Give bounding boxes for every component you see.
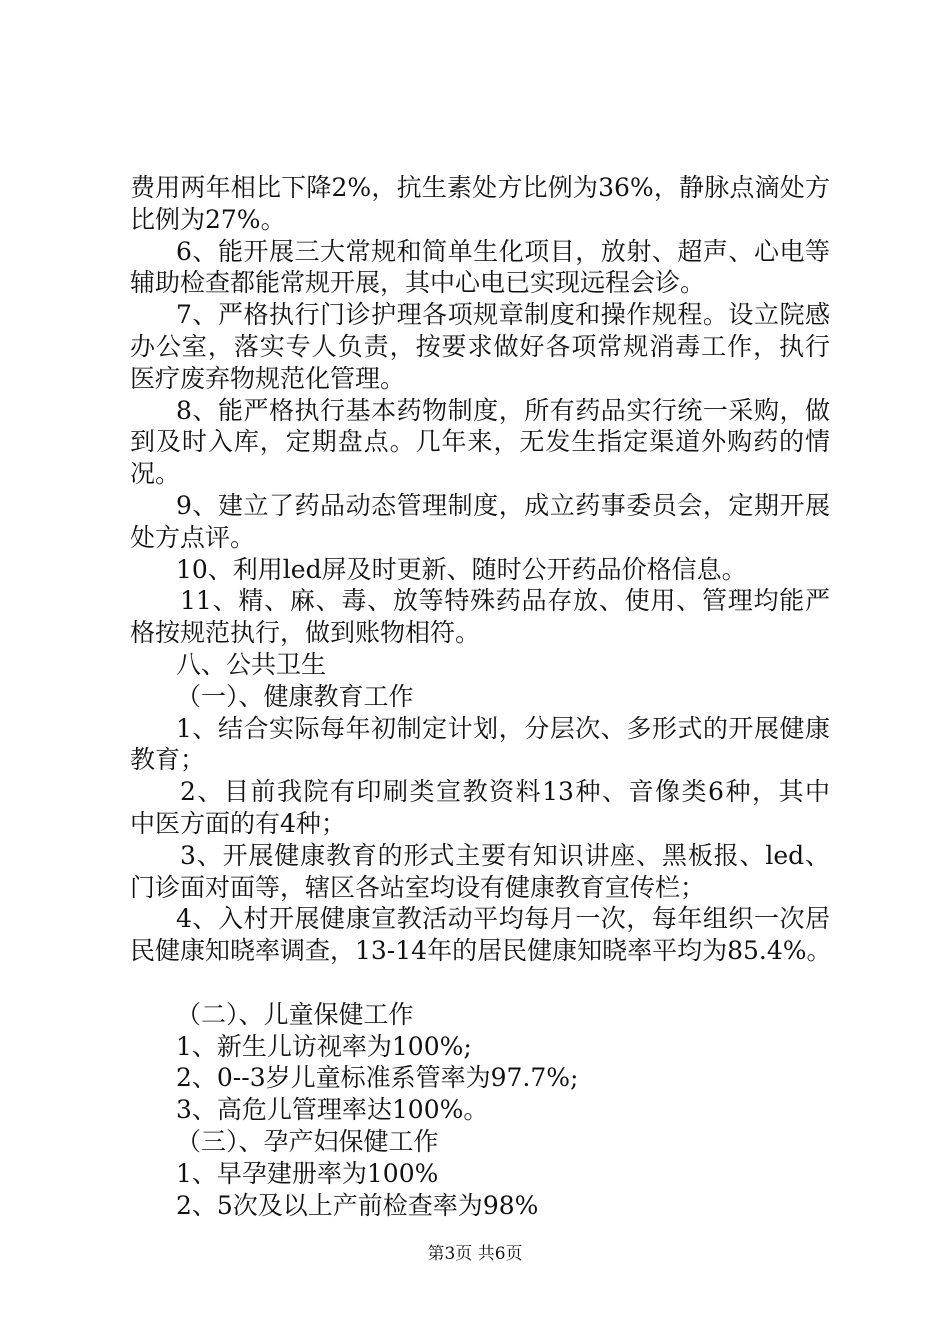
subsection-heading: （一）、健康教育工作 (176, 681, 414, 711)
text-line: 6、能开展三大常规和简单生化项目，放射、超声、心电等 (176, 236, 830, 266)
text-line: 处方点评。 (130, 522, 256, 552)
text-line: 民健康知晓率调查，13-14年的居民健康知晓率平均为85.4%。 (130, 936, 832, 966)
text-line: 教育； (130, 745, 206, 775)
text-line: 格按规范执行，做到账物相符。 (130, 618, 481, 648)
text-line: 医疗废弃物规范化管理。 (130, 363, 406, 393)
subsection-heading: （二）、儿童保健工作 (176, 999, 414, 1029)
text-line: 4、入村开展健康宣教活动平均每月一次，每年组织一次居 (176, 904, 830, 934)
text-line: 11、精、麻、毒、放等特殊药品存放、使用、管理均能严 (180, 586, 830, 616)
text-line: 办公室，落实专人负责，按要求做好各项常规消毒工作，执行 (130, 331, 830, 361)
text-line: 门诊面对面等，辖区各站室均设有健康教育宣传栏； (130, 872, 706, 902)
text-line: 中医方面的有4种； (130, 808, 346, 838)
text-line: 10、利用led屏及时更新、随时公开药品价格信息。 (176, 554, 747, 584)
text-line: 1、新生儿访视率为100%; (176, 1031, 472, 1061)
text-line: 8、能严格执行基本药物制度，所有药品实行统一采购，做 (176, 395, 830, 425)
text-line: 到及时入库，定期盘点。几年来，无发生指定渠道外购药的情 (130, 427, 830, 457)
text-line: 2、0--3岁儿童标准系管率为97.7%; (176, 1063, 579, 1093)
text-line: 费用两年相比下降2%，抗生素处方比例为36%，静脉点滴处方 (130, 173, 830, 202)
blank-line (130, 967, 830, 999)
text-line: 3、高危儿管理率达100%。 (176, 1095, 489, 1125)
text-line: 3、开展健康教育的形式主要有知识讲座、黑板报、led、 (180, 840, 830, 870)
text-line: 2、5次及以上产前检查率为98% (176, 1190, 539, 1220)
text-line: 7、严格执行门诊护理各项规章制度和操作规程。设立院感 (176, 300, 830, 330)
text-line: 比例为27%。 (130, 204, 286, 234)
text-line: 况。 (130, 459, 181, 489)
page-number-footer: 第3页 共6页 (427, 1244, 523, 1264)
document-body (130, 172, 830, 1221)
text-line: 2、目前我院有印刷类宣教资料13种、音像类6种，其中 (180, 777, 830, 807)
text-line: 辅助检查都能常规开展，其中心电已实现远程会诊。 (130, 268, 706, 298)
section-heading: 八、公共卫生 (176, 649, 327, 679)
text-line: 9、建立了药品动态管理制度，成立药事委员会，定期开展 (176, 490, 830, 520)
text-line: 1、早孕建册率为100% (176, 1158, 439, 1188)
subsection-heading: （三）、孕产妇保健工作 (176, 1126, 439, 1156)
text-line: 1、结合实际每年初制定计划，分层次、多形式的开展健康 (176, 713, 830, 743)
